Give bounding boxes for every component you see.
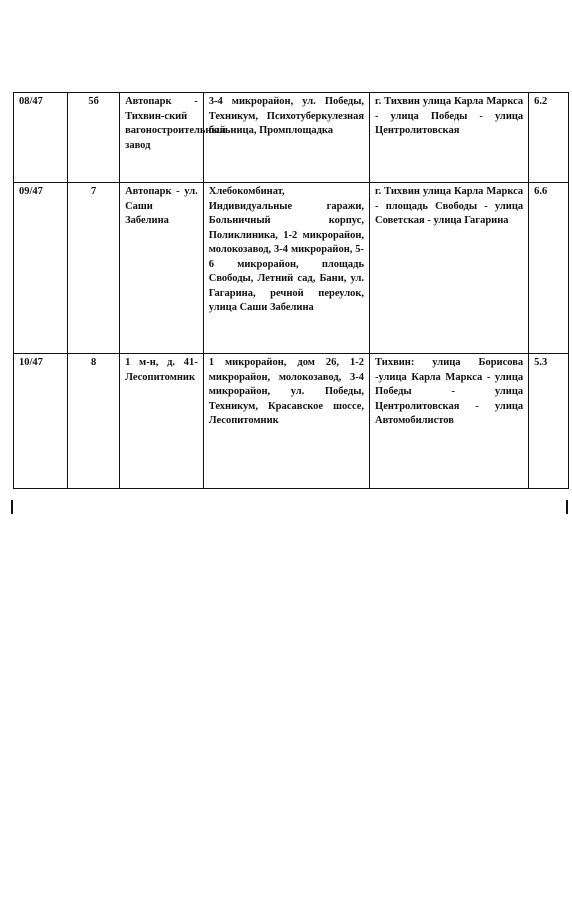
route-stops: 1 микрорайон, дом 26, 1-2 микрорайон, молокозавод, 3-4 микрорайон, ул. Победы, Техникум, Красавское шоссе, Лесопитомник <box>203 354 369 489</box>
scan-edge-mark <box>11 500 13 514</box>
route-streets: г. Тихвин улица Карла Маркса - улица Победы - улица Центролитовская <box>370 93 529 183</box>
route-number: 5б <box>68 93 120 183</box>
route-length: 6.6 <box>529 183 569 354</box>
route-code: 10/47 <box>14 354 68 489</box>
route-stops: Хлебокомбинат, Индивидуальные гаражи, Больничный корпус, Поликлиника, 1-2 микрорайон, молокозавод, 3-4 микрорайон, 5-6 микрорайон, площадь Свободы, Летний сад, Бани, ул. Гагарина, речной переулок, улица Саши Забелина <box>203 183 369 354</box>
route-streets: г. Тихвин улица Карла Маркса - площадь Свободы - улица Советская - улица Гагарина <box>370 183 529 354</box>
route-length: 6.2 <box>529 93 569 183</box>
route-stops: 3-4 микрорайон, ул. Победы, Техникум, Психотуберкулезная больница, Промплощадка <box>203 93 369 183</box>
route-code: 09/47 <box>14 183 68 354</box>
table-row <box>14 183 569 354</box>
routes-table <box>13 92 569 489</box>
route-code: 08/47 <box>14 93 68 183</box>
route-number: 7 <box>68 183 120 354</box>
table-row <box>14 354 569 489</box>
route-terminals: Автопарк - ул. Саши Забелина <box>120 183 204 354</box>
route-number: 8 <box>68 354 120 489</box>
route-terminals: 1 м-н, д. 41- Лесопитомник <box>120 354 204 489</box>
scan-edge-mark <box>566 500 568 514</box>
route-streets: Тихвин: улица Борисова -улица Карла Маркса - улица Победы - улица Центролитовская - улица Автомобилистов <box>370 354 529 489</box>
route-terminals: Автопарк - Тихвин-ский вагоностроительный завод <box>120 93 204 183</box>
table-row <box>14 93 569 183</box>
route-length: 5.3 <box>529 354 569 489</box>
